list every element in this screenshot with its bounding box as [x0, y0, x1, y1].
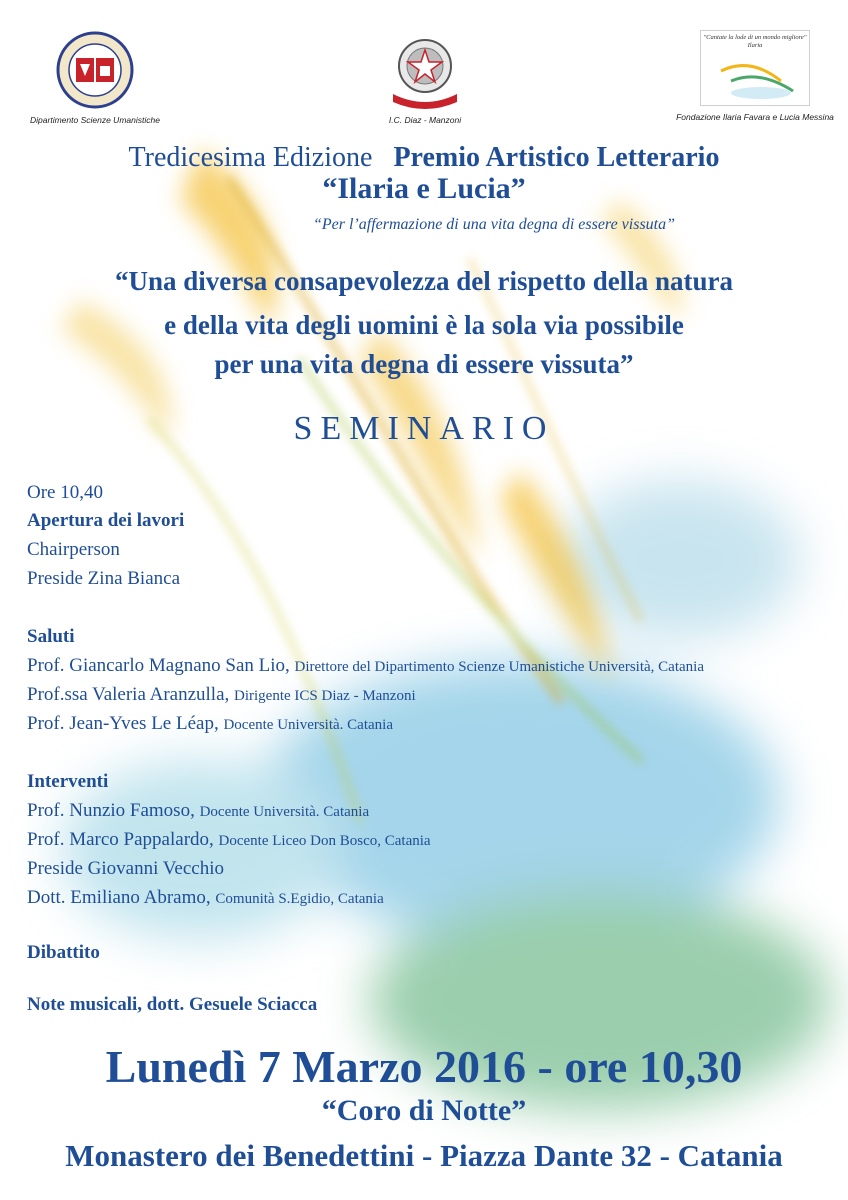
speaker-name: Prof. Marco Pappalardo,	[27, 829, 214, 850]
speaker-name: Prof. Jean-Yves Le Léap,	[27, 713, 219, 734]
speaker-role: Docente Università. Catania	[199, 804, 370, 820]
speaker-name: Prof. Giancarlo Magnano San Lio,	[27, 655, 290, 676]
event-title: “Coro di Notte”	[321, 1094, 527, 1127]
premio-name: “Ilaria e Lucia”	[322, 172, 526, 205]
speaker-role: Dirigente ICS Diaz - Manzoni	[234, 688, 416, 704]
interventi-item	[27, 887, 384, 909]
theme-line-3: per una vita degna di essere vissuta”	[214, 349, 634, 379]
speaker-name: Preside Giovanni Vecchio	[27, 858, 224, 879]
event-date: Lunedì 7 Marzo 2016 - ore 10,30	[105, 1041, 743, 1092]
speaker-name: Prof.ssa Valeria Aranzulla,	[27, 684, 230, 705]
chairperson-name: Preside Zina Bianca	[27, 568, 181, 589]
theme-line-2: e della vita degli uomini è la sola via possibile	[164, 310, 684, 340]
speaker-name: Dott. Emiliano Abramo,	[27, 887, 211, 908]
foundation-caption: Fondazione Ilaria Favara e Lucia Messina	[676, 112, 834, 122]
program-opening: Apertura dei lavori	[27, 510, 185, 531]
university-logo	[20, 30, 170, 125]
interventi-heading: Interventi	[27, 771, 109, 792]
speaker-role: Comunità S.Egidio, Catania	[215, 891, 384, 907]
speaker-role: Direttore del Dipartimento Scienze Umanistiche Università, Catania	[294, 659, 704, 675]
university-caption: Dipartimento Scienze Umanistiche	[30, 115, 160, 125]
republic-emblem	[370, 30, 480, 125]
seminario-heading: SEMINARIO	[293, 410, 555, 447]
saluti-item	[27, 713, 393, 735]
program-time: Ore 10,40	[27, 482, 103, 503]
premio-label: Premio Artistico Letterario	[393, 142, 720, 173]
note-musicali: Note musicali, dott. Gesuele Sciacca	[27, 994, 318, 1015]
edition-label: Tredicesima Edizione	[128, 142, 373, 173]
premio-subtitle: “Per l’affermazione di una vita degna di essere vissuta”	[312, 216, 676, 233]
saluti-item	[27, 655, 704, 677]
university-seal-icon	[50, 30, 140, 110]
saluti-item	[27, 684, 416, 706]
theme-line-1: “Una diversa consapevolezza del rispetto della natura	[115, 266, 733, 296]
dibattito-label: Dibattito	[27, 942, 100, 963]
speaker-role: Docente Liceo Don Bosco, Catania	[218, 833, 431, 849]
foundation-logo	[670, 30, 840, 122]
foundation-quote: "Cantate la lode di un mondo migliore" Ilaria	[703, 34, 807, 49]
speaker-role: Docente Università. Catania	[223, 717, 393, 733]
interventi-item	[27, 829, 431, 851]
chairperson-label: Chairperson	[27, 539, 120, 560]
speaker-name: Prof. Nunzio Famoso,	[27, 800, 195, 821]
edition-line	[0, 142, 848, 174]
interventi-item	[27, 858, 224, 880]
foundation-flower-icon	[701, 31, 809, 105]
saluti-heading: Saluti	[27, 626, 75, 647]
event-place: Monastero dei Benedettini - Piazza Dante 32 - Catania	[65, 1138, 783, 1173]
foundation-logo-box	[700, 30, 810, 106]
interventi-item	[27, 800, 369, 822]
republic-star-icon	[385, 30, 465, 110]
republic-caption: I.C. Diaz - Manzoni	[388, 115, 462, 125]
